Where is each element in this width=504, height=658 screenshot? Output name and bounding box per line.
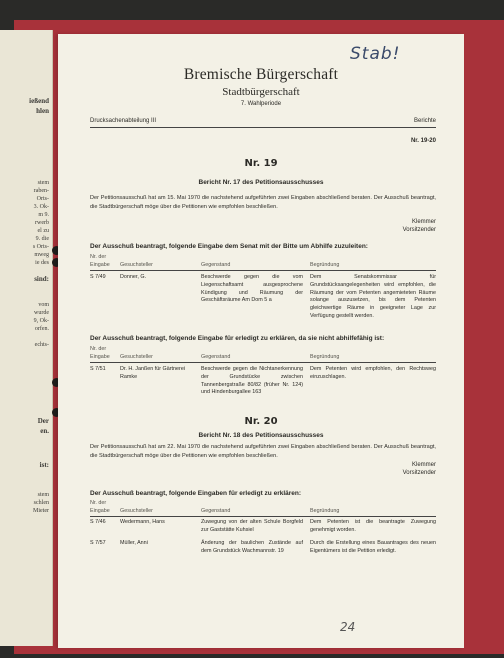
fragment: vom — [38, 302, 49, 308]
fragment: s Orts- — [32, 244, 49, 250]
fragment: 9, Ok- — [33, 318, 49, 324]
signer-role: Vorsitzender — [402, 227, 436, 233]
table-rule — [90, 362, 436, 363]
fragment: Orts- — [36, 196, 49, 202]
table-cell-sender: Müller, Anni — [120, 540, 148, 546]
period-label: 7. Wahlperiode — [240, 101, 282, 107]
fragment: m 9. — [38, 212, 49, 218]
page-title: Bremische Bürgerschaft — [183, 66, 339, 83]
fragment: rwerb — [35, 220, 49, 226]
fragment: ist: — [39, 461, 49, 469]
table-rule — [90, 516, 436, 517]
signer: Klemmer — [411, 462, 436, 468]
column-header-reason: Begründung — [310, 508, 340, 514]
fragment: stem — [37, 492, 49, 498]
column-header-subject: Gegenstand — [201, 354, 231, 360]
table-cell-subject: Änderung der baulichen Zustände auf dem Grundstück Wachmannstr. 19 — [201, 540, 303, 554]
fragment: wurde — [34, 310, 49, 316]
table-cell-reason: Dem Petenten wird empfohlen, den Rechtsweg einzuschlagen. — [310, 366, 436, 380]
table-cell-nr: S 7/57 — [90, 540, 106, 546]
table-cell-subject: Beschwerde gegen die vom Liegenschaftsamt ausgesprochene Kündigung und Räumung der Geschäftsräume Am Dom 5 a — [201, 274, 303, 304]
column-header-subject: Gegenstand — [201, 508, 231, 514]
section-heading: Der Ausschuß beantragt, folgende Eingaben für erledigt zu erklären: — [90, 490, 302, 497]
divider — [90, 127, 436, 128]
table-cell-subject: Zuwegung von der alten Schule Borgfeld zur Gaststätte Kuhsiel — [201, 519, 303, 533]
previous-page-strip — [0, 30, 53, 646]
fragment: orfen. — [34, 326, 49, 332]
report-heading: Bericht Nr. 17 des Petitionsausschusses — [198, 179, 324, 186]
fragment: ie des — [35, 260, 49, 266]
table-cell-subject: Beschwerde gegen die Nichtanerkennung der Grundstücke zwischen Tannenbergstraße 80/82 (früher Nr. 124) und Hindenburgallee 163 — [201, 366, 303, 396]
column-header-sender: Gesuchsteller — [120, 262, 153, 268]
fragment: stem — [37, 180, 49, 186]
doctype-label: Berichte — [413, 118, 436, 124]
report-intro: Der Petitionsausschuß hat am 22. Mai 1970 die nachstehend aufgeführten zwei Eingaben abschließend beraten. Der Ausschuß beantragt, die Stadtbürgerschaft möge über die Petitionen wie empfohlen beschließen. — [90, 444, 436, 459]
column-header-nr: Nr. der Eingabe — [90, 254, 110, 268]
table-cell-reason: Dem Senatskommissar für Grundstücksangelegenheiten wird empfohlen, die Räumung der vom Petenten angemieteten Räume solange auszusetzen, bis dem Petenten gleichwertige Räume in geeigneter Lage zur Verfügung gestellt werden. — [310, 274, 436, 319]
table-cell-nr: S 7/46 — [90, 519, 106, 525]
fragment: schlen — [33, 500, 49, 506]
table-cell-sender: Donner, G. — [120, 274, 147, 280]
column-header-sender: Gesuchsteller — [120, 354, 153, 360]
fragment: mweg — [34, 252, 49, 258]
table-cell-reason: Dem Petenten ist die beantragte Zuwegung genehmigt worden. — [310, 519, 436, 533]
report-heading: Bericht Nr. 18 des Petitionsausschusses — [198, 432, 324, 439]
section-heading: Der Ausschuß beantragt, folgende Eingabe dem Senat mit der Bitte um Abhilfe zuzuleiten: — [90, 243, 368, 250]
fragment: raben- — [33, 188, 49, 194]
column-header-sender: Gesuchsteller — [120, 508, 153, 514]
report-intro: Der Petitionsausschuß hat am 15. Mai 1970 die nachstehend aufgeführten zwei Eingaben abschließend beraten. Der Ausschuß beantragt, die Stadtbürgerschaft möge über die Petitionen wie empfohlen beschließen. — [90, 195, 436, 210]
table-rule — [90, 270, 436, 271]
fragment: Mieter — [33, 508, 49, 514]
report-number: Nr. 19 — [244, 158, 278, 169]
table-cell-nr: S 7/49 — [90, 274, 106, 280]
fragment: hlen — [36, 107, 49, 115]
department-label: Drucksachenabteilung III — [90, 118, 157, 124]
column-header-subject: Gegenstand — [201, 262, 231, 268]
column-header-nr: Nr. der Eingabe — [90, 346, 110, 360]
fragment: 3. Ok- — [33, 204, 49, 210]
table-cell-reason: Durch die Erstellung eines Bauantrages des neuen Eigentümers ist die Petition erledigt. — [310, 540, 436, 554]
page-subtitle: Stadtbürgerschaft — [222, 86, 300, 98]
fragment: 9. die — [35, 236, 49, 242]
fragment: Der — [37, 417, 49, 425]
fragment: echts- — [34, 342, 49, 348]
document-page — [58, 34, 464, 648]
column-header-nr: Nr. der Eingabe — [90, 500, 110, 514]
section-heading: Der Ausschuß beantragt, folgende Eingabe für erledigt zu erklären, da sie nicht abhilfefähig ist: — [90, 335, 385, 342]
handwritten-stamp: Stab! — [350, 44, 401, 64]
report-range: Nr. 19-20 — [410, 138, 436, 144]
signer-role: Vorsitzender — [402, 470, 436, 476]
fragment: en. — [40, 427, 49, 435]
table-cell-sender: Wedermann, Hans — [120, 519, 165, 525]
table-cell-nr: S 7/51 — [90, 366, 106, 372]
column-header-reason: Begründung — [310, 262, 340, 268]
handwritten-page-number: 24 — [340, 620, 356, 634]
fragment: sind: — [34, 275, 49, 283]
report-number: Nr. 20 — [244, 416, 278, 427]
fragment: el zu — [37, 228, 49, 234]
signer: Klemmer — [411, 219, 436, 225]
column-header-reason: Begründung — [310, 354, 340, 360]
fragment: ießend — [29, 97, 49, 105]
table-cell-sender: Dr. H. Janßen für Gärtnerei Ramke — [120, 366, 186, 380]
